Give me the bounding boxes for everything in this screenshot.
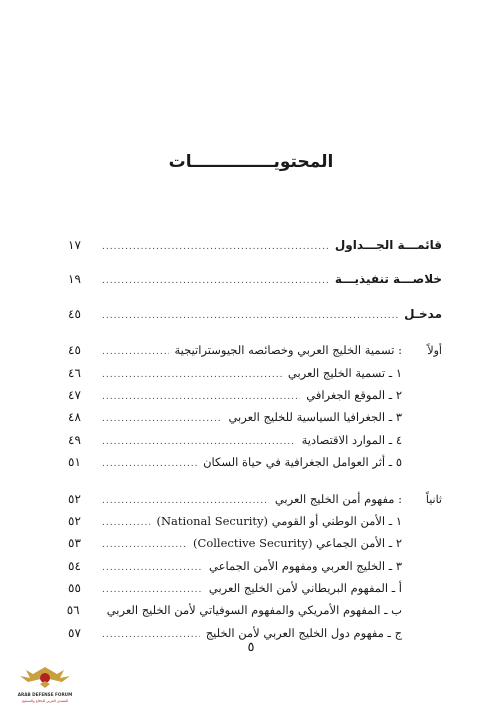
logo-text-arabic: المنتدى العربي للدفاع والتسليح	[21, 699, 69, 703]
page-number: ٥٥	[68, 581, 81, 596]
toc-label: ٢ ـ الموقع الجغرافي	[306, 387, 402, 402]
toc-section-heading[interactable]	[68, 492, 442, 514]
toc-entry[interactable]	[68, 433, 442, 455]
leader-dots	[102, 311, 398, 321]
page-number: ٤٩	[68, 432, 81, 447]
leader-dots	[102, 437, 296, 447]
toc-label: ب ـ المفهوم الأمريكي والمفهوم السوفياتي لأمن الخليج العربي	[106, 603, 402, 618]
page-number: ١٩	[68, 272, 81, 287]
toc-label: ١ ـ الأمن الوطني أو القومي (National Security)	[156, 513, 402, 528]
leader-dots	[102, 414, 222, 424]
toc-label: ٤ ـ الموارد الاقتصادية	[301, 432, 402, 447]
toc-label: ١ ـ تسمية الخليج العربي	[287, 365, 402, 380]
page-number: ٥٤	[68, 558, 81, 573]
toc-entry[interactable]	[68, 581, 442, 603]
toc-label: ٥ ـ أثر العوامل الجغرافية في حياة السكان	[203, 455, 402, 470]
leader-dots	[102, 518, 150, 528]
page-folio: ٥	[247, 640, 255, 655]
toc-entry[interactable]	[68, 455, 442, 477]
leader-dots	[102, 370, 282, 380]
page-number: ٤٥	[68, 306, 81, 321]
page-number: ٤٥	[68, 343, 81, 358]
page-number: ٥٦	[66, 603, 80, 618]
toc-label: ٣ ـ الجغرافيا السياسية للخليج العربي	[228, 410, 402, 425]
page-number: ٥٢	[68, 491, 81, 506]
toc-label: مدخـل	[404, 306, 442, 321]
toc-entry[interactable]	[68, 514, 442, 536]
toc-label: : مفهوم أمن الخليج العربي	[274, 491, 402, 506]
toc-entry[interactable]	[68, 272, 442, 294]
leader-dots	[102, 347, 169, 357]
page-number: ٥٢	[68, 513, 81, 528]
toc-entry[interactable]	[68, 388, 442, 410]
toc-label: خلاصـــة تنفيذيـــة	[334, 272, 442, 287]
page-number: ٥١	[68, 455, 81, 470]
page-number: ١٧	[68, 238, 81, 252]
toc-entry[interactable]	[68, 238, 442, 260]
toc-label: ٢ ـ الأمن الجماعي (Collective Security)	[193, 536, 402, 551]
page-number: ٤٨	[68, 410, 81, 425]
leader-dots	[102, 496, 269, 506]
toc-label: ج ـ مفهوم دول الخليج العربي لأمن الخليج	[205, 625, 402, 640]
toc-entry[interactable]	[68, 603, 442, 625]
leader-dots	[102, 585, 203, 595]
table-of-contents	[68, 238, 442, 648]
page-number: ٤٦	[68, 365, 81, 380]
leader-dots	[102, 563, 203, 573]
toc-entry[interactable]	[68, 536, 442, 558]
logo-text: ARAB DEFENSE FORUM	[17, 692, 73, 697]
leader-dots	[102, 392, 300, 402]
section-marker: أولاً	[427, 344, 442, 358]
page-number: ٥٣	[68, 536, 81, 551]
toc-entry[interactable]	[68, 559, 442, 581]
leader-dots	[102, 242, 329, 252]
toc-label: ٣ ـ الخليج العربي ومفهوم الأمن الجماعي	[209, 558, 402, 573]
toc-entry[interactable]	[68, 307, 442, 329]
page-number: ٤٧	[68, 387, 81, 402]
leader-dots	[102, 459, 197, 469]
toc-entry[interactable]	[68, 410, 442, 432]
toc-label: قائمـــة الجـــداول	[334, 238, 442, 252]
toc-label: : تسمية الخليج العربي وخصائصه الجيوستراتيجية	[174, 343, 402, 358]
toc-entry[interactable]	[68, 366, 442, 388]
leader-dots	[102, 540, 187, 550]
page-title: المحتويــــــــــــــات	[168, 152, 334, 172]
watermark-logo	[6, 664, 84, 704]
page-number: ٥٧	[68, 625, 81, 640]
toc-section-heading[interactable]	[68, 343, 442, 365]
toc-label: أ ـ المفهوم البريطاني لأمن الخليج العربي	[208, 581, 402, 596]
section-marker: ثانياً	[425, 492, 442, 506]
leader-dots	[102, 630, 200, 640]
leader-dots	[102, 276, 329, 286]
